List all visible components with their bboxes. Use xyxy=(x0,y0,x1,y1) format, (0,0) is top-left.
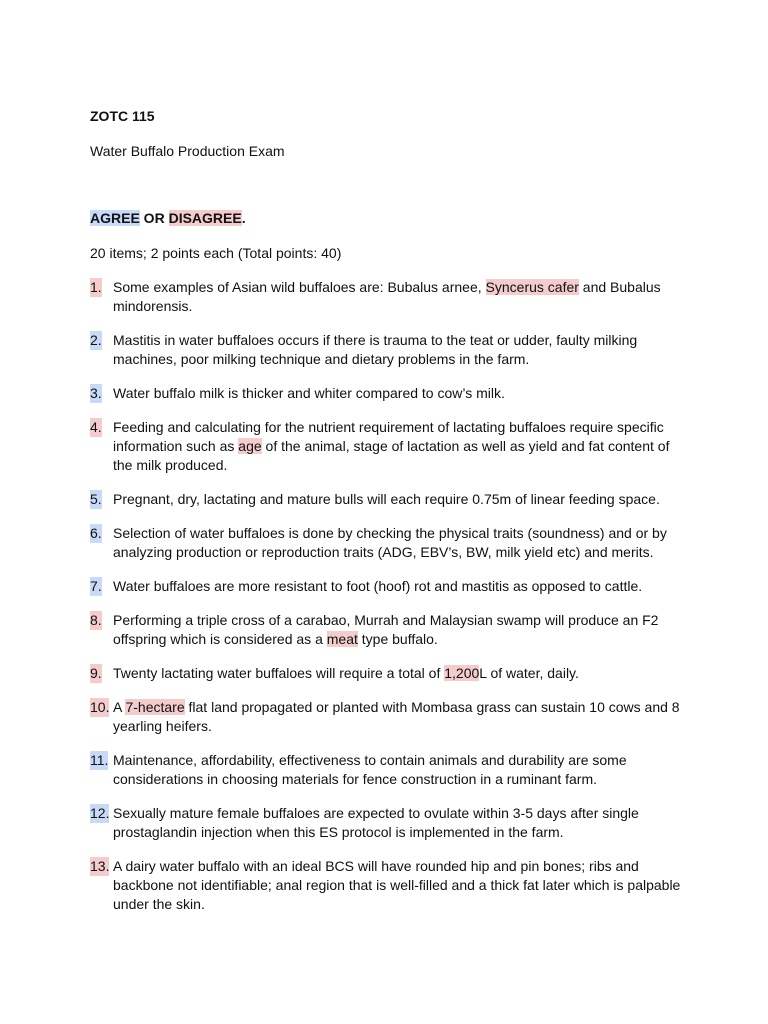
disagree-label: DISAGREE xyxy=(168,210,242,226)
question-text-segment: type buffalo. xyxy=(357,631,438,647)
question-number: 2. xyxy=(90,332,102,348)
question-text xyxy=(113,279,661,314)
question-number: 13. xyxy=(90,858,110,874)
question-text-segment: A dairy water buffalo with an ideal BCS will have rounded hip and pin bones; ribs and backbone not identifiable; anal region that is well-filled and a thick fat later which is palpable under the skin. xyxy=(113,858,681,912)
question-number: 5. xyxy=(90,491,102,507)
question-list xyxy=(90,278,690,929)
question-text-segment: and Bubalus mindorensis. xyxy=(113,279,661,314)
course-code: ZOTC 115 xyxy=(90,108,155,124)
question-item xyxy=(90,664,690,683)
question-number: 11. xyxy=(90,752,109,768)
question-item xyxy=(90,490,690,509)
question-text-segment: Feeding and calculating for the nutrient requirement of lactating buffaloes require specific information such as xyxy=(113,419,664,454)
question-text xyxy=(113,385,505,401)
question-text xyxy=(113,612,658,647)
question-text-segment: Maintenance, affordability, effectiveness to contain animals and durability are some considerations in choosing materials for fence construction in a ruminant farm. xyxy=(113,752,627,787)
question-text-segment: Pregnant, dry, lactating and mature bulls will each require 0.75m of linear feeding space. xyxy=(113,491,660,507)
question-item xyxy=(90,751,690,789)
question-item xyxy=(90,524,690,562)
question-number: 8. xyxy=(90,612,102,628)
question-text-segment: Water buffaloes are more resistant to foot (hoof) rot and mastitis as opposed to cattle. xyxy=(113,578,643,594)
question-number: 1. xyxy=(90,279,102,295)
question-item xyxy=(90,331,690,369)
question-text xyxy=(113,858,680,912)
question-number: 4. xyxy=(90,419,102,435)
agree-label: AGREE xyxy=(90,210,140,226)
question-number: 7. xyxy=(90,578,102,594)
question-number: 12. xyxy=(90,805,110,821)
question-text-segment: A xyxy=(113,699,126,715)
question-item xyxy=(90,804,690,842)
or-label: OR xyxy=(139,210,169,226)
highlighted-term: Syncerus cafer xyxy=(485,279,579,295)
question-text xyxy=(113,805,639,840)
question-item xyxy=(90,698,690,736)
question-text xyxy=(113,699,680,734)
question-text-segment: Sexually mature female buffaloes are expected to ovulate within 3-5 days after single prostaglandin injection when this ES protocol is implemented in the farm. xyxy=(113,805,639,840)
question-text xyxy=(113,419,669,473)
question-number: 10. xyxy=(90,699,110,715)
question-number: 6. xyxy=(90,525,102,541)
question-text-segment: of the animal, stage of lactation as well as yield and fat content of the milk produced. xyxy=(113,438,670,473)
highlighted-term: age xyxy=(238,438,262,454)
question-text xyxy=(113,525,667,560)
instructions-heading xyxy=(90,209,246,228)
highlighted-term: meat xyxy=(326,631,358,647)
question-text-segment: Water buffalo milk is thicker and whiter compared to cow’s milk. xyxy=(113,385,505,401)
question-item xyxy=(90,857,690,914)
question-text-segment: flat land propagated or planted with Mombasa grass can sustain 10 cows and 8 yearling heifers. xyxy=(113,699,680,734)
question-item xyxy=(90,384,690,403)
highlighted-term: 7-hectare xyxy=(125,699,185,715)
question-text-segment: L of water, daily. xyxy=(479,665,579,681)
question-item xyxy=(90,611,690,649)
question-text xyxy=(113,491,660,507)
question-number: 9. xyxy=(90,665,102,681)
question-item xyxy=(90,418,690,475)
question-number: 3. xyxy=(90,385,102,401)
question-item xyxy=(90,278,690,316)
question-text xyxy=(113,332,637,367)
question-text xyxy=(113,578,642,594)
points-note: 20 items; 2 points each (Total points: 40) xyxy=(90,245,342,261)
highlighted-term: 1,200 xyxy=(444,665,480,681)
question-text xyxy=(113,665,579,681)
question-text-segment: Performing a triple cross of a carabao, Murrah and Malaysian swamp will produce an F2 offspring which is considered as a xyxy=(113,612,659,647)
question-text-segment: Selection of water buffaloes is done by checking the physical traits (soundness) and or by analyzing production or reproduction traits (ADG, EBV’s, BW, milk yield etc) and merits. xyxy=(113,525,667,560)
question-text xyxy=(113,752,627,787)
question-item xyxy=(90,577,690,596)
question-text-segment: Twenty lactating water buffaloes will require a total of xyxy=(113,665,445,681)
instructions-period: . xyxy=(241,210,246,226)
exam-title: Water Buffalo Production Exam xyxy=(90,143,285,159)
question-text-segment: Mastitis in water buffaloes occurs if there is trauma to the teat or udder, faulty milking machines, poor milking technique and dietary problems in the farm. xyxy=(113,332,638,367)
question-text-segment: Some examples of Asian wild buffaloes are: Bubalus arnee, xyxy=(113,279,486,295)
